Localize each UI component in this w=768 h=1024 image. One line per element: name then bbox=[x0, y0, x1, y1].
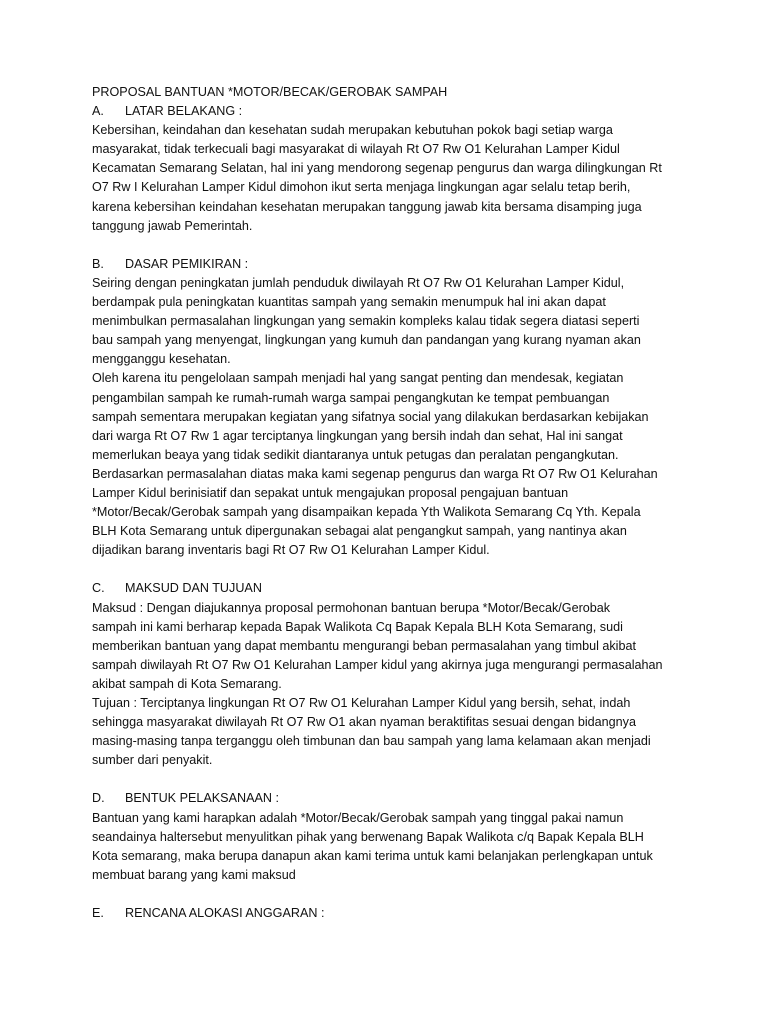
paragraph-line: dijadikan barang inventaris bagi Rt O7 Rw O1 Kelurahan Lamper Kidul. bbox=[92, 543, 490, 558]
section-b-title: DASAR PEMIKIRAN : bbox=[125, 256, 249, 271]
paragraph-line: Seiring dengan peningkatan jumlah penduduk diwilayah Rt O7 Rw O1 Kelurahan Lamper Kidul, bbox=[92, 275, 625, 290]
paragraph-line: akibat sampah di Kota Semarang. bbox=[92, 676, 282, 691]
paragraph-line: Bantuan yang kami harapkan adalah *Motor/Becak/Gerobak sampah yang tinggal pakai namun bbox=[92, 810, 624, 825]
section-d-title: BENTUK PELAKSANAAN : bbox=[125, 791, 279, 806]
section-a-heading bbox=[92, 102, 688, 121]
paragraph-line: masing-masing tanpa terganggu oleh timbunan dan bau sampah yang lama kelamaan akan menjadi bbox=[92, 734, 651, 749]
section-a-body bbox=[92, 121, 688, 236]
paragraph-line: karena kebersihan keindahan kesehatan merupakan tanggung jawab kita bersama disamping juga bbox=[92, 199, 642, 214]
paragraph-line: berdampak pula peningkatan kuantitas sampah yang semakin menumpuk hal ini akan dapat bbox=[92, 295, 606, 310]
section-b-body bbox=[92, 274, 688, 560]
paragraph-line: sampah ini kami berharap kepada Bapak Walikota Cq Bapak Kepala BLH Kota Semarang, sudi bbox=[92, 619, 623, 634]
section-b-number: B. bbox=[92, 256, 104, 271]
section-e-number: E. bbox=[92, 906, 104, 921]
section-d-body bbox=[92, 809, 688, 885]
paragraph-line: *Motor/Becak/Gerobak sampah yang disampaikan kepada Yth Walikota Semarang Cq Yth. Kepala bbox=[92, 505, 641, 520]
section-d-heading bbox=[92, 789, 688, 808]
paragraph-line: Tujuan : Terciptanya lingkungan Rt O7 Rw O1 Kelurahan Lamper Kidul yang bersih, sehat, indah bbox=[92, 696, 631, 710]
paragraph-line: Kota semarang, maka berupa danapun akan kami terima untuk kami belanjakan perlengkapan untuk bbox=[92, 848, 653, 863]
section-a-title: LATAR BELAKANG : bbox=[125, 104, 243, 119]
paragraph-line: Lamper Kidul berinisiatif dan sepakat untuk mengajukan proposal pengajuan bantuan bbox=[92, 485, 569, 500]
paragraph-line: Maksud : Dengan diajukannya proposal permohonan bantuan berupa *Motor/Becak/Gerobak bbox=[92, 600, 611, 615]
section-c-number: C. bbox=[92, 581, 105, 596]
paragraph-line: memberikan bantuan yang dapat membantu mengurangi beban permasalahan yang timbul akibat bbox=[92, 638, 636, 653]
paragraph-line: sampah diwilayah Rt O7 Rw O1 Kelurahan Lamper kidul yang akirnya juga mengurangi permasalahan bbox=[92, 657, 663, 672]
paragraph-line: sehingga masyarakat diwilayah Rt O7 Rw O1 akan nyaman beraktifitas sesuai dengan bidangnya bbox=[92, 715, 636, 730]
paragraph-line: O7 Rw I Kelurahan Lamper Kidul dimohon ikut serta menjaga lingkungan agar selalu tetap berih, bbox=[92, 180, 631, 195]
document-title: PROPOSAL BANTUAN *MOTOR/BECAK/GEROBAK SAMPAH bbox=[92, 85, 448, 99]
paragraph-line: bau sampah yang menyengat, lingkungan yang kumuh dan pandangan yang kurang nyaman akan bbox=[92, 333, 641, 348]
paragraph-line: menimbulkan permasalahan lingkungan yang semakin kompleks kalau tidak segera diatasi seperti bbox=[92, 314, 640, 329]
section-c-body bbox=[92, 599, 688, 771]
spacer bbox=[92, 770, 688, 789]
paragraph-line: masyarakat, tidak terkecuali bagi masyarakat di wilayah Rt O7 Rw O1 Kelurahan Lamper Kidul bbox=[92, 142, 620, 157]
paragraph-line: mengganggu kesehatan. bbox=[92, 352, 231, 367]
paragraph-line: BLH Kota Semarang untuk dipergunakan sebagai alat pengangkut sampah, yang nantinya akan bbox=[92, 524, 627, 539]
section-a-number: A. bbox=[92, 104, 104, 119]
paragraph-line: sampah sementara merupakan kegiatan yang sifatnya social yang dilakukan berdasarkan kebijakan bbox=[92, 409, 649, 424]
paragraph-line: tanggung jawab Pemerintah. bbox=[92, 218, 253, 233]
section-c-title: MAKSUD DAN TUJUAN bbox=[125, 581, 262, 596]
spacer bbox=[92, 560, 688, 579]
paragraph-line: dari warga Rt O7 Rw 1 agar terciptanya lingkungan yang bersih indah dan sehat, Hal ini sangat bbox=[92, 428, 623, 443]
paragraph-line: Berdasarkan permasalahan diatas maka kami segenap pengurus dan warga Rt O7 Rw O1 Kelurahan bbox=[92, 466, 658, 481]
section-e-title: RENCANA ALOKASI ANGGARAN : bbox=[125, 906, 325, 921]
paragraph-line: Kecamatan Semarang Selatan, hal ini yang mendorong segenap pengurus dan warga dilingkungan Rt bbox=[92, 161, 662, 176]
paragraph-line: pengambilan sampah ke rumah-rumah warga sampai pengangkutan ke tempat pembuangan bbox=[92, 390, 610, 405]
paragraph-line: memerlukan beaya yang tidak sedikit diantaranya untuk petugas dan peralatan pengangkutan. bbox=[92, 447, 619, 462]
section-d-number: D. bbox=[92, 791, 105, 806]
section-e-heading bbox=[92, 904, 688, 923]
paragraph-line: Oleh karena itu pengelolaan sampah menjadi hal yang sangat penting dan mendesak, kegiatan bbox=[92, 371, 624, 386]
spacer bbox=[92, 885, 688, 904]
section-b-heading bbox=[92, 255, 688, 274]
paragraph-line: membuat barang yang kami maksud bbox=[92, 867, 296, 882]
paragraph-line: seandainya haltersebut menyulitkan pihak yang berwenang Bapak Walikota c/q Bapak Kepala BLH bbox=[92, 829, 644, 844]
spacer bbox=[92, 236, 688, 255]
section-c-heading bbox=[92, 579, 688, 598]
paragraph-line: Kebersihan, keindahan dan kesehatan sudah merupakan kebutuhan pokok bagi setiap warga bbox=[92, 123, 613, 138]
paragraph-line: sumber dari penyakit. bbox=[92, 753, 213, 768]
